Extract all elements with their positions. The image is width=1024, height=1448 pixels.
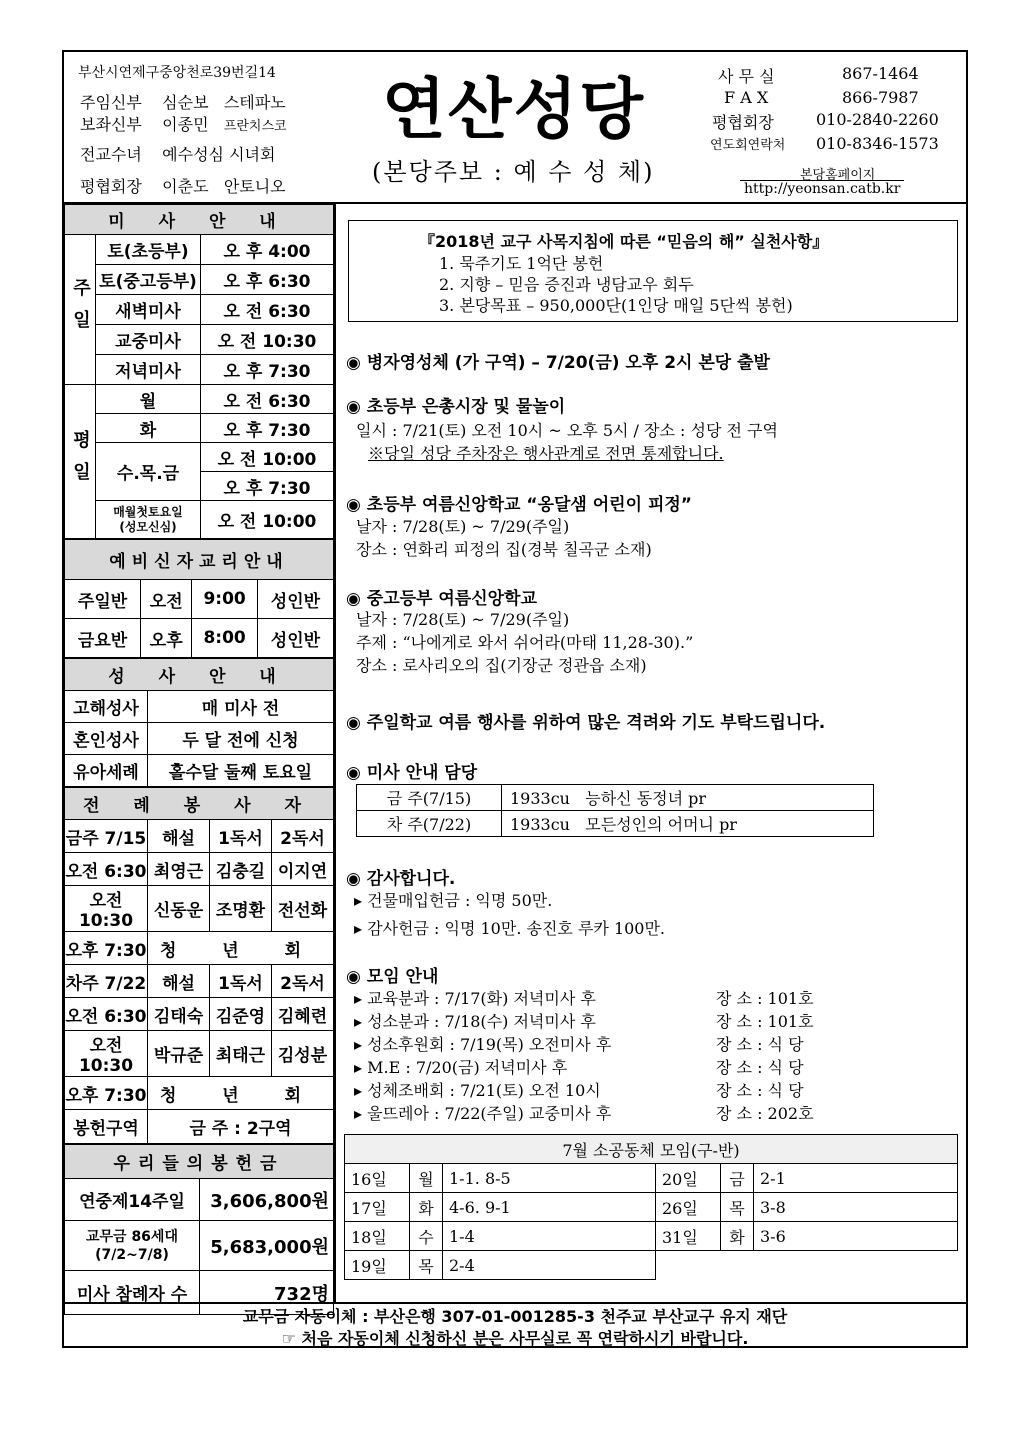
- announcement-line: ※당일 성당 주차장은 행사관계로 전면 통제합니다.: [368, 444, 724, 463]
- sc-day: 월: [410, 1164, 443, 1193]
- meetings-title: [346, 962, 438, 987]
- staff-baptismal: 프란치스코: [223, 119, 287, 134]
- sc-group: 3-6: [754, 1222, 958, 1251]
- mass-slot: 오전10:30: [65, 1031, 148, 1077]
- homepage-link[interactable]: http://yeonsan.catb.kr: [740, 180, 904, 197]
- elem-camp-title: [346, 490, 692, 515]
- week-label: 차주 7/22: [65, 965, 148, 998]
- sc-day: 목: [410, 1251, 443, 1280]
- contact-funeral-value: 010-8346-1573: [816, 134, 939, 153]
- announcement-line: 주제 : “나에게로 와서 쉬어라(마태 11,28-30).”: [356, 633, 694, 652]
- charge-week: 차 주(7/22): [357, 811, 502, 837]
- class-time: 9:00: [192, 580, 258, 619]
- sc-day: 목: [721, 1193, 754, 1222]
- sacrament-info: 매 미사 전: [148, 691, 334, 723]
- minister-name: 박규준: [148, 1031, 210, 1077]
- minister-name: 김충길: [209, 853, 271, 886]
- mass-name: 월: [96, 385, 201, 414]
- sick-communion: [346, 348, 770, 373]
- charge-praesidium: 능하신 동정녀 pr: [585, 789, 707, 808]
- mass-time: 오 후 7:30: [201, 355, 334, 385]
- bulletin-frame: [62, 50, 968, 1348]
- sc-group: 4-6. 9-1: [443, 1193, 656, 1222]
- offering-label: 교무금 86세대 (7/2~7/8): [65, 1221, 200, 1271]
- mass-slot: 오후 7:30: [65, 932, 148, 965]
- meeting-what: ▸ 울뜨레아 : 7/22(주일) 교중미사 후: [354, 1104, 612, 1123]
- bullet-icon: ◉: [346, 869, 361, 889]
- catechumen-table: [64, 539, 334, 658]
- charge-group: [502, 811, 874, 837]
- column-divider: [334, 204, 336, 1302]
- announcement-text: 병자영성체 (가 구역) – 7/20(금) 오후 2시 본당 출발: [366, 353, 770, 373]
- sc-day: 수: [410, 1222, 443, 1251]
- class-day: 주일반: [65, 580, 141, 619]
- week-label: 금주 7/15: [65, 820, 148, 853]
- offering-area-label: 봉헌구역: [65, 1110, 148, 1144]
- announcement-line: 날자 : 7/28(토) ~ 7/29(주일): [356, 517, 570, 536]
- contact-fax: F A X: [724, 88, 769, 107]
- mass-name: 매월첫토요일 (성모신심): [96, 501, 201, 539]
- mass-time: 오 후 7:30: [201, 472, 334, 501]
- staff-row: [80, 174, 286, 197]
- class-ampm: 오전: [141, 580, 192, 619]
- notice-title: 『2018년 교구 사목지침에 따른 “믿음의 해” 실천사항』: [419, 232, 829, 251]
- minister-name: 신동운: [148, 886, 210, 932]
- staff-row: [80, 112, 287, 135]
- announcement-title: 초등부 여름신앙학교 “옹달샘 어린이 피정”: [366, 495, 692, 515]
- announcement-line: 장소 : 로사리오의 집(기장군 정관읍 소재): [356, 656, 647, 675]
- notice-box: [348, 220, 958, 322]
- mass-time: 오 후 6:30: [201, 265, 334, 295]
- minister-header: 해설: [148, 965, 210, 998]
- charge-group: [502, 785, 874, 811]
- mass-time: 오 전 6:30: [201, 385, 334, 414]
- announcement-title: 감사합니다.: [366, 869, 456, 889]
- left-column: [64, 204, 334, 1315]
- meeting-where: 장 소 : 101호: [716, 1012, 814, 1031]
- page-subtitle: (본당주보 : 예 수 성 체): [372, 158, 655, 186]
- contact-office: 사 무 실: [718, 67, 775, 86]
- notice-item: 2. 지향 – 믿음 증진과 냉담교우 회두: [439, 275, 694, 294]
- staff-row: [80, 90, 286, 113]
- thanks-line: ▸ 감사헌금 : 익명 10만. 송진호 루카 100만.: [354, 919, 666, 938]
- meeting-what: ▸ 성체조배회 : 7/21(토) 오전 10시: [354, 1081, 601, 1100]
- staff-name: 심순보: [162, 93, 209, 112]
- class-ampm: 오후: [141, 619, 192, 658]
- mass-slot: 오전 6:30: [65, 998, 148, 1031]
- mass-guide-table: [64, 204, 334, 539]
- minister-name: 조명환: [209, 886, 271, 932]
- offerings-title: 우리들의봉헌금: [65, 1145, 334, 1179]
- sc-empty: [656, 1251, 721, 1280]
- sunday-school-note: [346, 708, 825, 733]
- charge-praesidium: 모든성인의 어머니 pr: [585, 815, 737, 834]
- bullet-icon: ◉: [346, 397, 361, 417]
- sacrament-info: 두 달 전에 신청: [148, 723, 334, 755]
- small-community-title: 7월 소공동체 모임(구-반): [345, 1135, 958, 1164]
- mass-name: 수.목.금: [96, 443, 201, 501]
- sacraments-table: [64, 658, 334, 787]
- announcement-line: 장소 : 연화리 피정의 집(경북 칠곡군 소재): [356, 540, 652, 559]
- minister-header: 1독서: [209, 820, 271, 853]
- mass-charge-table: [356, 784, 874, 837]
- staff-name: 예수성심 시녀회: [162, 145, 276, 164]
- class-day: 금요반: [65, 619, 141, 658]
- contact-president: 평협회장: [712, 113, 774, 132]
- minister-name: 최영근: [148, 853, 210, 886]
- offering-label: 미사 참례자 수: [65, 1271, 200, 1315]
- staff-role: 전교수녀: [80, 145, 142, 164]
- ministers-title: 전 례 봉 사 자: [65, 788, 334, 820]
- notice-item: 1. 묵주기도 1억단 봉헌: [439, 254, 604, 273]
- contact-funeral: 연도회연락처: [710, 138, 786, 153]
- meeting-where: 장 소 : 식 당: [716, 1058, 804, 1077]
- class-time: 8:00: [192, 619, 258, 658]
- mass-time: 오 후 4:00: [201, 235, 334, 265]
- sc-empty: [754, 1251, 958, 1280]
- staff-name: 이춘도: [162, 177, 209, 196]
- sc-date: 31일: [656, 1222, 721, 1251]
- sc-group: 1-4: [443, 1222, 656, 1251]
- mass-name: 저녁미사: [96, 355, 201, 385]
- catechumen-title: 예비신자교리안내: [65, 540, 334, 580]
- sc-date: 18일: [345, 1222, 410, 1251]
- bullet-icon: ◉: [346, 713, 361, 733]
- staff-baptismal: 안토니오: [223, 177, 286, 196]
- minister-name: 김태숙: [148, 998, 210, 1031]
- mass-time: 오 전 10:00: [201, 501, 334, 539]
- contact-office-value: 867-1464: [842, 64, 919, 83]
- bullet-icon: ◉: [346, 967, 361, 987]
- bullet-icon: ◉: [346, 763, 361, 783]
- class-target: 성인반: [257, 619, 333, 658]
- staff-role: 평협회장: [80, 177, 142, 196]
- sc-group: 2-4: [443, 1251, 656, 1280]
- sc-empty: [721, 1251, 754, 1280]
- minister-group: 청 년 회: [148, 1077, 334, 1110]
- mass-time: 오 전 10:30: [201, 325, 334, 355]
- minister-group: 청 년 회: [148, 932, 334, 965]
- sacrament-name: 유아세례: [65, 755, 148, 787]
- mass-slot: 오전 6:30: [65, 853, 148, 886]
- mass-name: 새벽미사: [96, 295, 201, 325]
- bullet-icon: ◉: [346, 589, 361, 609]
- sacraments-title: 성 사 안 내: [65, 659, 334, 691]
- staff-role: 주임신부: [80, 93, 142, 112]
- meeting-what: ▸ 교육분과 : 7/17(화) 저녁미사 후: [354, 989, 596, 1008]
- minister-name: 김준영: [209, 998, 271, 1031]
- sacrament-info: 홀수달 둘째 토요일: [148, 755, 334, 787]
- announcement-line: 일시 : 7/21(토) 오전 10시 ~ 오후 5시 / 장소 : 성당 전 구역: [356, 421, 778, 440]
- offering-area-value: 금 주 : 2구역: [148, 1110, 334, 1144]
- thanks-title: [346, 864, 455, 889]
- offerings-table: [64, 1144, 334, 1315]
- minister-name: 이지연: [271, 853, 333, 886]
- meeting-where: 장 소 : 식 당: [716, 1035, 804, 1054]
- sc-group: 1-1. 8-5: [443, 1164, 656, 1193]
- mass-name: 교중미사: [96, 325, 201, 355]
- minister-name: 최태근: [209, 1031, 271, 1077]
- mass-name: 화: [96, 414, 201, 443]
- footer-contact-note: ☞ 처음 자동이체 신청하신 분은 사무실로 꼭 연락하시기 바랍니다.: [281, 1329, 749, 1348]
- bullet-icon: ◉: [346, 353, 361, 373]
- minister-header: 2독서: [271, 965, 333, 998]
- sc-group: 2-1: [754, 1164, 958, 1193]
- footer-transfer-info: 교무금 자동이체 : 부산은행 307-01-001285-3 천주교 부산교구 유지 재단: [242, 1307, 788, 1326]
- sc-date: 26일: [656, 1193, 721, 1222]
- announcement-title: 모임 안내: [366, 967, 439, 987]
- announcement-title: 중고등부 여름신앙학교: [366, 589, 537, 609]
- meeting-what: ▸ M.E : 7/20(금) 저녁미사 후: [354, 1058, 568, 1077]
- meeting-where: 장 소 : 식 당: [716, 1081, 804, 1100]
- bullet-icon: ◉: [346, 495, 361, 515]
- announcement-title: 미사 안내 담당: [366, 763, 478, 783]
- mass-name: 토(중고등부): [96, 265, 201, 295]
- contact-fax-value: 866-7987: [842, 88, 919, 107]
- mass-time: 오 전 6:30: [201, 295, 334, 325]
- charge-group-id: 1933cu: [510, 815, 570, 834]
- small-community-table: [344, 1134, 958, 1280]
- sc-day: 금: [721, 1164, 754, 1193]
- sunday-label: 주일: [65, 235, 96, 385]
- mass-charge-title: [346, 758, 477, 783]
- announcement-text: 주일학교 여름 행사를 위하여 많은 격려와 기도 부탁드립니다.: [366, 713, 826, 733]
- minister-name: 전선화: [271, 886, 333, 932]
- sc-date: 19일: [345, 1251, 410, 1280]
- weekday-label: 평일: [65, 385, 96, 539]
- staff-name: 이종민: [162, 115, 209, 134]
- contact-president-value: 010-2840-2260: [816, 110, 939, 129]
- meeting-where: 장 소 : 202호: [716, 1104, 814, 1123]
- offering-value: 3,606,800원: [200, 1179, 334, 1221]
- page-title: 연산성당: [382, 71, 646, 148]
- minister-header: 2독서: [271, 820, 333, 853]
- minister-name: 김성분: [271, 1031, 333, 1077]
- youth-camp-title: [346, 584, 537, 609]
- meeting-what: ▸ 성소분과 : 7/18(수) 저녁미사 후: [354, 1012, 596, 1031]
- staff-role: 보좌신부: [80, 115, 142, 134]
- sc-date: 20일: [656, 1164, 721, 1193]
- elem-event-title: [346, 392, 565, 417]
- sacrament-name: 혼인성사: [65, 723, 148, 755]
- announcement-title: 초등부 은총시장 및 물놀이: [366, 397, 566, 417]
- mass-time: 오 후 7:30: [201, 414, 334, 443]
- notice-item: 3. 본당목표 – 950,000단(1인당 매일 5단씩 봉헌): [439, 296, 793, 315]
- staff-row: [80, 142, 275, 165]
- offering-value: 732명: [200, 1271, 334, 1315]
- meeting-what: ▸ 성소후원회 : 7/19(목) 오전미사 후: [354, 1035, 612, 1054]
- minister-name: 김혜련: [271, 998, 333, 1031]
- class-target: 성인반: [257, 580, 333, 619]
- staff-baptismal: 스테파노: [223, 93, 286, 112]
- mass-slot: 오후 7:30: [65, 1077, 148, 1110]
- homepage-label: 본당홈페이지: [800, 168, 876, 183]
- address: 부산시연제구중앙천로39번길14: [78, 65, 276, 81]
- mass-slot: 오전10:30: [65, 886, 148, 932]
- offering-value: 5,683,000원: [200, 1221, 334, 1271]
- mass-time: 오 전 10:00: [201, 443, 334, 472]
- minister-header: 해설: [148, 820, 210, 853]
- sc-group: 3-8: [754, 1193, 958, 1222]
- sc-date: 16일: [345, 1164, 410, 1193]
- mass-guide-title: 미 사 안 내: [65, 205, 334, 235]
- thanks-line: ▸ 건물매입헌금 : 익명 50만.: [354, 891, 553, 910]
- announcement-line: 날자 : 7/28(토) ~ 7/29(주일): [356, 610, 570, 629]
- sc-date: 17일: [345, 1193, 410, 1222]
- sc-day: 화: [410, 1193, 443, 1222]
- sacrament-name: 고해성사: [65, 691, 148, 723]
- ministers-table: [64, 787, 334, 1144]
- charge-week: 금 주(7/15): [357, 785, 502, 811]
- minister-header: 1독서: [209, 965, 271, 998]
- sc-day: 화: [721, 1222, 754, 1251]
- charge-group-id: 1933cu: [510, 789, 570, 808]
- offering-label: 연중제14주일: [65, 1179, 200, 1221]
- mass-name: 토(초등부): [96, 235, 201, 265]
- meeting-where: 장 소 : 101호: [716, 989, 814, 1008]
